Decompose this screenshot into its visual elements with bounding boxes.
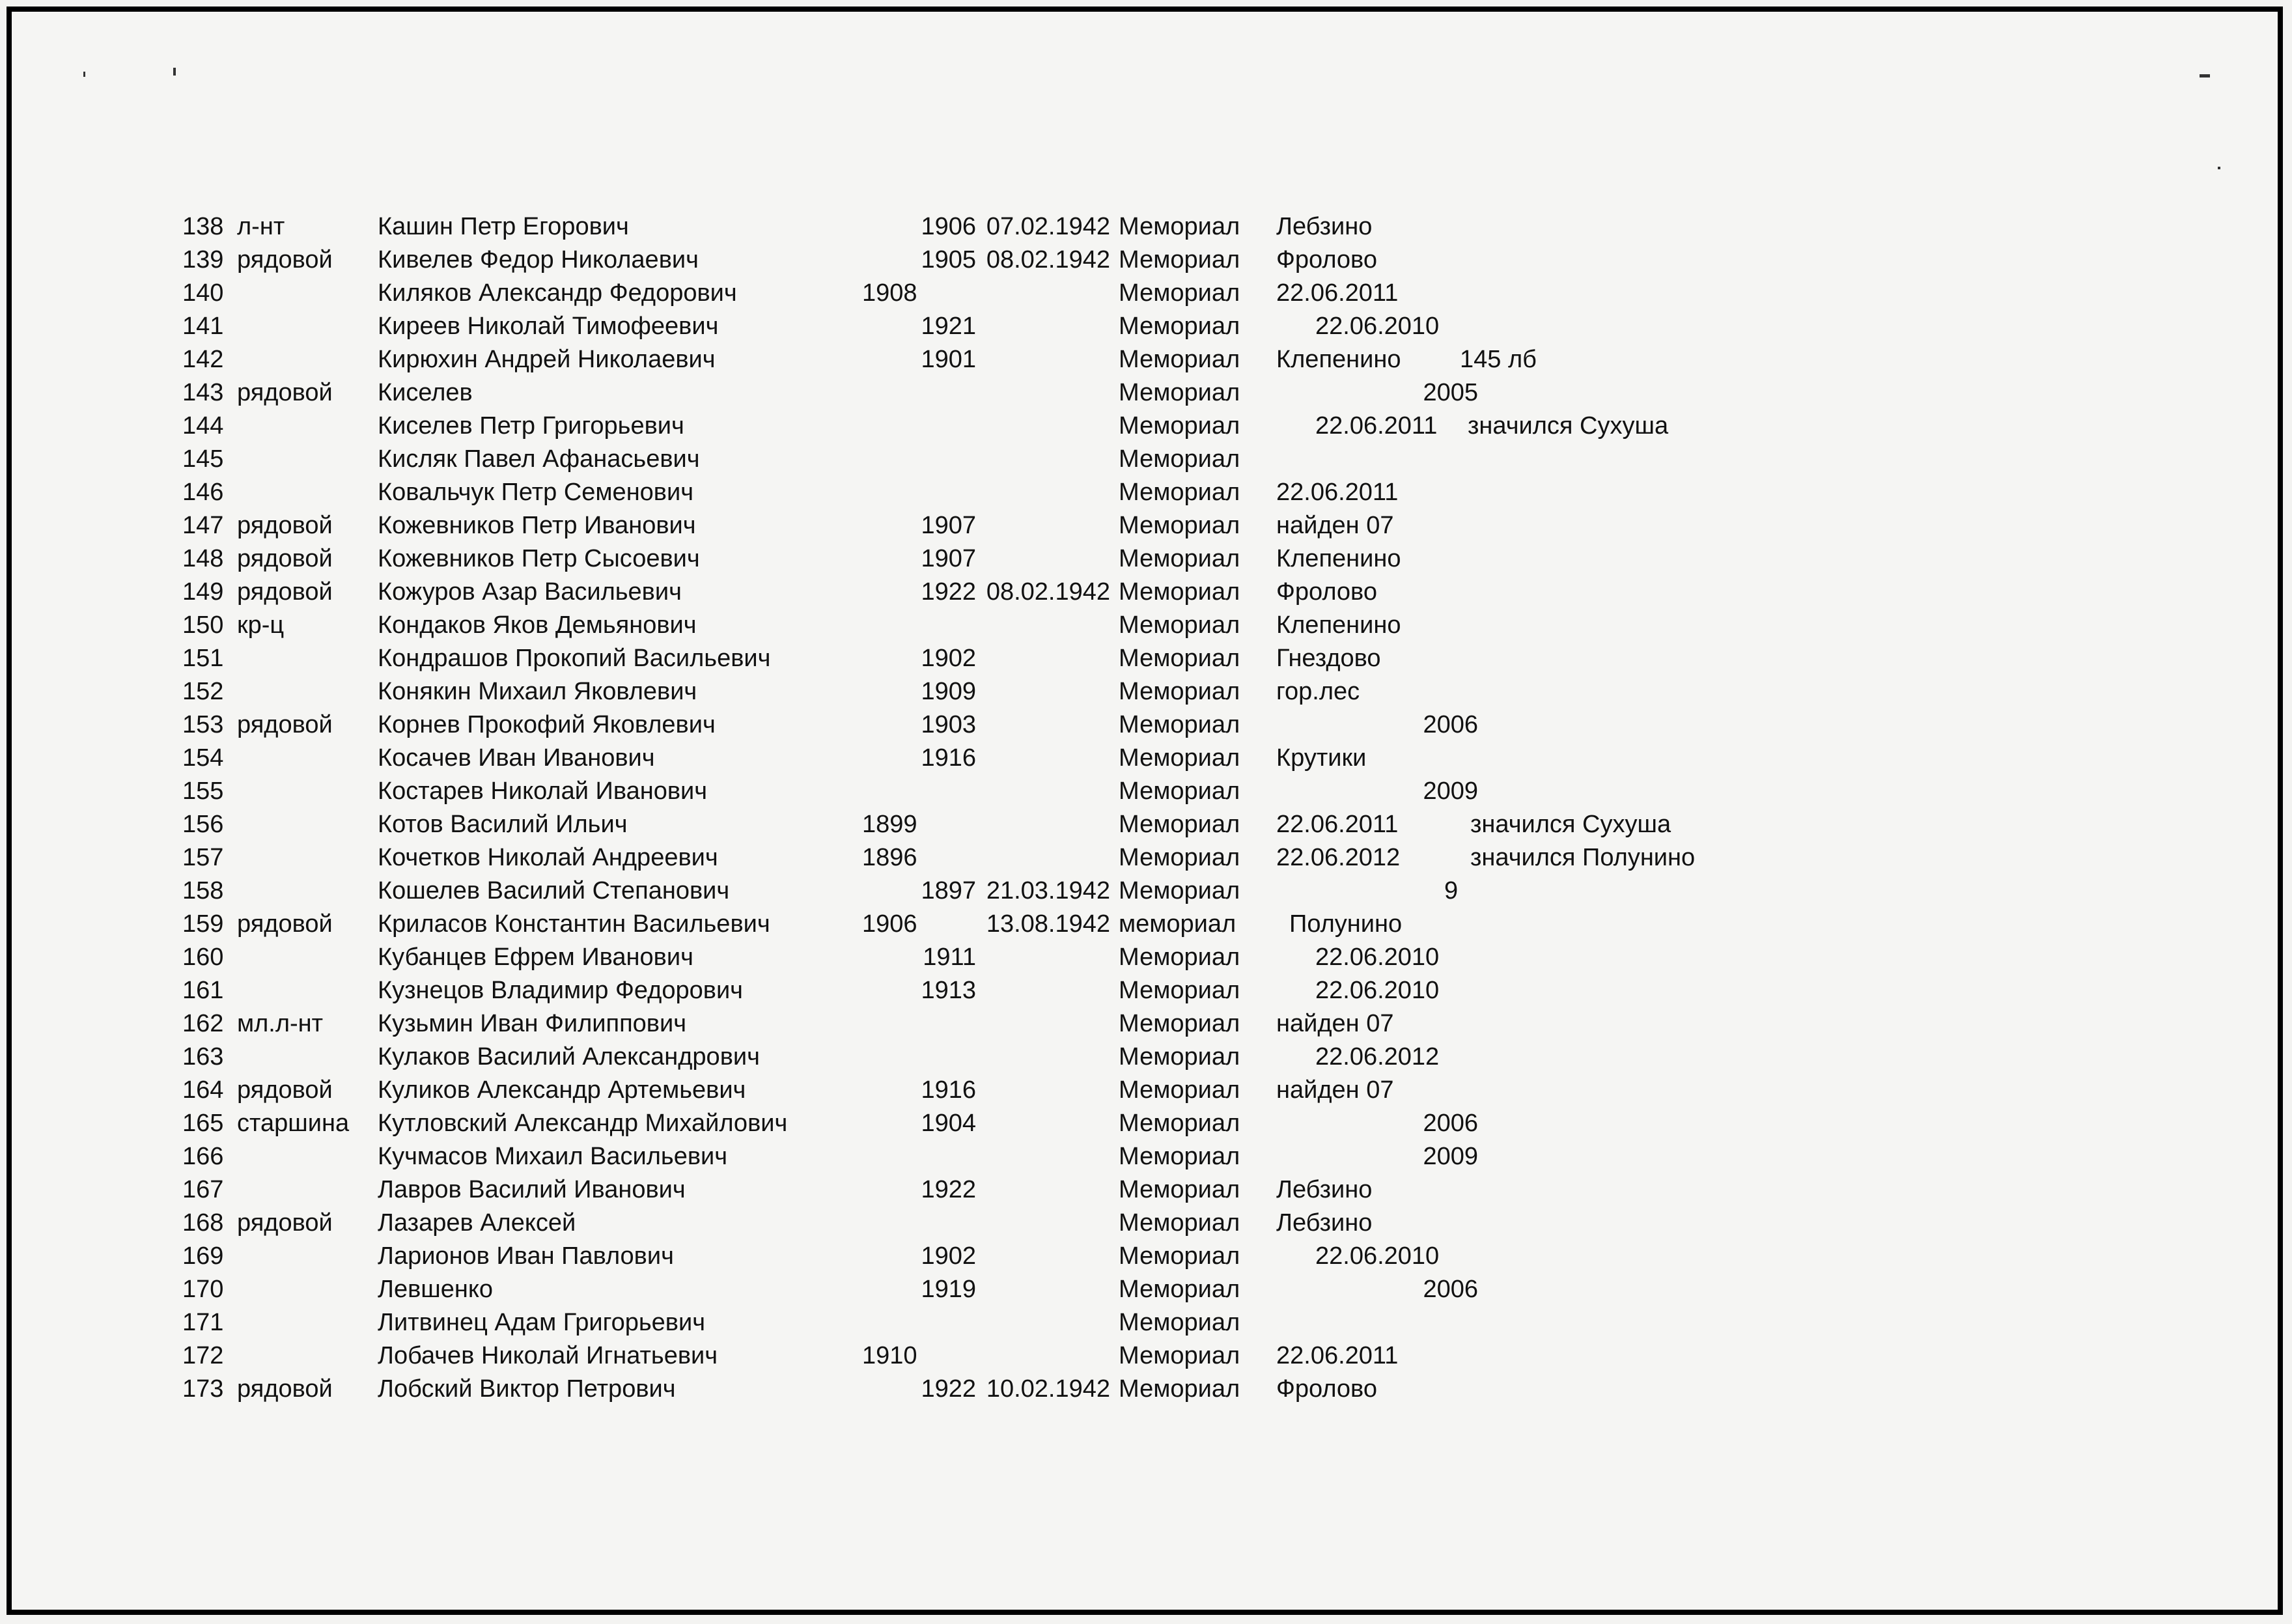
row-number: 171: [182, 1309, 224, 1336]
full-name: Конякин Михаил Яковлевич: [378, 678, 697, 705]
rank: рядовой: [237, 379, 333, 406]
row-number: 161: [182, 977, 224, 1004]
scan-speck: [2200, 74, 2210, 77]
birth-year: 1903: [921, 711, 976, 738]
row-number: 151: [182, 645, 224, 672]
birth-year: 1910: [862, 1342, 917, 1369]
full-name: Лобский Виктор Петрович: [378, 1375, 676, 1403]
burial-place: 2005: [1423, 379, 1478, 406]
death-date: 10.02.1942: [986, 1375, 1110, 1403]
watermark: [1433, 115, 1580, 247]
birth-year: 1907: [921, 512, 976, 539]
full-name: Корнев Прокофий Яковлевич: [378, 711, 716, 738]
row-number: 145: [182, 445, 224, 473]
row-number: 152: [182, 678, 224, 705]
scan-speck: [2218, 167, 2220, 169]
full-name: Киселев: [378, 379, 473, 406]
burial-place: 22.06.2011: [1276, 1342, 1399, 1369]
rank: рядовой: [237, 1076, 333, 1104]
burial-place: 22.06.2012: [1276, 844, 1401, 871]
burial-place: Фролово: [1276, 246, 1377, 273]
rank: рядовой: [237, 1209, 333, 1237]
birth-year: 1919: [921, 1276, 976, 1303]
row-number: 139: [182, 246, 224, 273]
memorial: Мемориал: [1119, 1209, 1240, 1237]
full-name: Лавров Василий Иванович: [378, 1176, 686, 1203]
row-number: 154: [182, 744, 224, 772]
full-name: Кошелев Василий Степанович: [378, 877, 730, 904]
burial-place: найден 07: [1276, 1076, 1394, 1104]
burial-place: 22.06.2011: [1276, 479, 1399, 506]
memorial: Мемориал: [1119, 313, 1240, 340]
watermark: [2084, 180, 2231, 312]
rank: кр-ц: [237, 611, 285, 639]
rank: рядовой: [237, 910, 333, 938]
note: значился Сухуша: [1468, 412, 1669, 440]
birth-year: 1911: [923, 944, 976, 971]
full-name: Киреев Николай Тимофеевич: [378, 313, 719, 340]
rank: рядовой: [237, 246, 333, 273]
full-name: Кузнецов Владимир Федорович: [378, 977, 743, 1004]
memorial: Мемориал: [1119, 1043, 1240, 1071]
full-name: Киляков Александр Федорович: [378, 279, 737, 307]
memorial: Мемориал: [1119, 977, 1240, 1004]
row-number: 144: [182, 412, 224, 440]
burial-place: 2006: [1423, 711, 1478, 738]
full-name: Криласов Константин Васильевич: [378, 910, 770, 938]
death-date: 07.02.1942: [986, 213, 1110, 240]
birth-year: 1916: [921, 744, 976, 772]
full-name: Костарев Николай Иванович: [378, 777, 708, 805]
full-name: Левшенко: [378, 1276, 494, 1303]
full-name: Кожуров Азар Васильевич: [378, 578, 682, 606]
note: 145 лб: [1460, 346, 1537, 373]
row-number: 173: [182, 1375, 224, 1403]
full-name: Ковальчук Петр Семенович: [378, 479, 694, 506]
birth-year: 1906: [862, 910, 917, 938]
full-name: Косачев Иван Иванович: [378, 744, 655, 772]
memorial: Мемориал: [1119, 711, 1240, 738]
row-number: 160: [182, 944, 224, 971]
burial-place: 22.06.2011: [1276, 811, 1399, 838]
watermark: [1433, 1405, 1580, 1536]
watermark: [1628, 929, 1775, 1061]
row-number: 148: [182, 545, 224, 572]
row-number: 159: [182, 910, 224, 938]
burial-place: 22.06.2010: [1315, 977, 1440, 1004]
memorial: Мемориал: [1119, 1375, 1240, 1403]
row-number: 165: [182, 1110, 224, 1137]
memorial: Мемориал: [1119, 1076, 1240, 1104]
full-name: Кулаков Василий Александрович: [378, 1043, 760, 1071]
burial-place: 2006: [1423, 1110, 1478, 1137]
full-name: Кивелев Федор Николаевич: [378, 246, 699, 273]
watermark: [2084, 740, 2231, 872]
full-name: Кузьмин Иван Филиппович: [378, 1010, 687, 1037]
row-number: 143: [182, 379, 224, 406]
memorial: Мемориал: [1119, 877, 1240, 904]
burial-place: 2009: [1423, 1143, 1478, 1170]
row-number: 162: [182, 1010, 224, 1037]
birth-year: 1909: [921, 678, 976, 705]
burial-place: 2006: [1423, 1276, 1478, 1303]
birth-year: 1902: [921, 1242, 976, 1270]
row-number: 142: [182, 346, 224, 373]
full-name: Кашин Петр Егорович: [378, 213, 629, 240]
memorial: Мемориал: [1119, 512, 1240, 539]
memorial: Мемориал: [1119, 279, 1240, 307]
full-name: Кутловский Александр Михайлович: [378, 1110, 788, 1137]
memorial: Мемориал: [1119, 744, 1240, 772]
memorial: Мемориал: [1119, 246, 1240, 273]
burial-place: 22.06.2010: [1315, 944, 1440, 971]
row-number: 168: [182, 1209, 224, 1237]
row-number: 141: [182, 313, 224, 340]
rank: рядовой: [237, 1375, 333, 1403]
watermark: [652, 1444, 798, 1575]
row-number: 172: [182, 1342, 224, 1369]
death-date: 08.02.1942: [986, 578, 1110, 606]
full-name: Куликов Александр Артемьевич: [378, 1076, 746, 1104]
birth-year: 1904: [921, 1110, 976, 1137]
row-number: 166: [182, 1143, 224, 1170]
burial-place: 22.06.2010: [1315, 1242, 1440, 1270]
memorial: Мемориал: [1119, 811, 1240, 838]
full-name: Кубанцев Ефрем Иванович: [378, 944, 693, 971]
burial-place: Гнездово: [1276, 645, 1381, 672]
watermark: [1824, 519, 1970, 651]
memorial: Мемориал: [1119, 379, 1240, 406]
death-date: 08.02.1942: [986, 246, 1110, 273]
row-number: 167: [182, 1176, 224, 1203]
burial-place: Лебзино: [1276, 1209, 1373, 1237]
birth-year: 1922: [921, 1176, 976, 1203]
birth-year: 1913: [921, 977, 976, 1004]
full-name: Кожевников Петр Иванович: [378, 512, 696, 539]
burial-place: 22.06.2011: [1276, 279, 1399, 307]
burial-place: Фролово: [1276, 578, 1377, 606]
burial-place: Фролово: [1276, 1375, 1377, 1403]
burial-place: Клепенино: [1276, 346, 1401, 373]
memorial: Мемориал: [1119, 1309, 1240, 1336]
birth-year: 1916: [921, 1076, 976, 1104]
note: значился Сухуша: [1470, 811, 1671, 838]
death-date: 13.08.1942: [986, 910, 1110, 938]
memorial: Мемориал: [1119, 412, 1240, 440]
full-name: Кисляк Павел Афанасьевич: [378, 445, 700, 473]
birth-year: 1897: [921, 877, 976, 904]
memorial: Мемориал: [1119, 777, 1240, 805]
watermark: [105, 1418, 251, 1549]
row-number: 158: [182, 877, 224, 904]
row-number: 157: [182, 844, 224, 871]
row-number: 163: [182, 1043, 224, 1071]
row-number: 153: [182, 711, 224, 738]
full-name: Ларионов Иван Павлович: [378, 1242, 674, 1270]
memorial: Мемориал: [1119, 545, 1240, 572]
full-name: Кондрашов Прокопий Васильевич: [378, 645, 771, 672]
row-number: 156: [182, 811, 224, 838]
birth-year: 1905: [921, 246, 976, 273]
burial-place: Полунино: [1289, 910, 1403, 938]
birth-year: 1921: [921, 313, 976, 340]
memorial: Мемориал: [1119, 645, 1240, 672]
burial-place: Клепенино: [1276, 545, 1401, 572]
memorial: Мемориал: [1119, 213, 1240, 240]
memorial: Мемориал: [1119, 1342, 1240, 1369]
row-number: 155: [182, 777, 224, 805]
burial-place: Лебзино: [1276, 1176, 1373, 1203]
birth-year: 1922: [921, 1375, 976, 1403]
row-number: 140: [182, 279, 224, 307]
full-name: Лазарев Алексей: [378, 1209, 576, 1237]
birth-year: 1907: [921, 545, 976, 572]
full-name: Кочетков Николай Андреевич: [378, 844, 718, 871]
memorial: Мемориал: [1119, 611, 1240, 639]
watermark: [2019, 1092, 2166, 1224]
memorial: Мемориал: [1119, 1176, 1240, 1203]
row-number: 149: [182, 578, 224, 606]
burial-place: гор.лес: [1276, 678, 1360, 705]
memorial: Мемориал: [1119, 1143, 1240, 1170]
full-name: Кучмасов Михаил Васильевич: [378, 1143, 728, 1170]
memorial: Мемориал: [1119, 844, 1240, 871]
burial-place: 9: [1444, 877, 1459, 904]
memorial: Мемориал: [1119, 1276, 1240, 1303]
rank: рядовой: [237, 545, 333, 572]
burial-place: 22.06.2010: [1315, 313, 1440, 340]
burial-place: Лебзино: [1276, 213, 1373, 240]
watermark: [1121, 83, 1267, 214]
rank: л-нт: [237, 213, 285, 240]
memorial: мемориал: [1119, 910, 1237, 938]
burial-place: 2009: [1423, 777, 1478, 805]
watermark: [1498, 441, 1645, 572]
death-date: 21.03.1942: [986, 877, 1110, 904]
memorial: Мемориал: [1119, 578, 1240, 606]
row-number: 150: [182, 611, 224, 639]
full-name: Кондаков Яков Демьянович: [378, 611, 697, 639]
watermark: [1759, 135, 1905, 266]
row-number: 146: [182, 479, 224, 506]
birth-year: 1896: [862, 844, 917, 871]
memorial: Мемориал: [1119, 346, 1240, 373]
burial-place: найден 07: [1276, 512, 1394, 539]
document-page: [7, 7, 2283, 1615]
full-name: Литвинец Адам Григорьевич: [378, 1309, 705, 1336]
birth-year: 1902: [921, 645, 976, 672]
scan-speck: [83, 72, 85, 77]
birth-year: 1922: [921, 578, 976, 606]
row-number: 147: [182, 512, 224, 539]
scan-speck: [173, 68, 176, 76]
burial-place: 22.06.2011: [1315, 412, 1438, 440]
birth-year: 1899: [862, 811, 917, 838]
row-number: 138: [182, 213, 224, 240]
burial-place: Клепенино: [1276, 611, 1401, 639]
memorial: Мемориал: [1119, 1010, 1240, 1037]
memorial: Мемориал: [1119, 678, 1240, 705]
memorial: Мемориал: [1119, 1242, 1240, 1270]
row-number: 164: [182, 1076, 224, 1104]
rank: рядовой: [237, 578, 333, 606]
rank: рядовой: [237, 711, 333, 738]
row-number: 170: [182, 1276, 224, 1303]
burial-place: найден 07: [1276, 1010, 1394, 1037]
memorial: Мемориал: [1119, 479, 1240, 506]
full-name: Лобачев Николай Игнатьевич: [378, 1342, 718, 1369]
birth-year: 1906: [921, 213, 976, 240]
burial-place: Крутики: [1276, 744, 1367, 772]
full-name: Киселев Петр Григорьевич: [378, 412, 684, 440]
memorial: Мемориал: [1119, 1110, 1240, 1137]
birth-year: 1901: [921, 346, 976, 373]
rank: старшина: [237, 1110, 350, 1137]
burial-place: 22.06.2012: [1315, 1043, 1440, 1071]
full-name: Кожевников Петр Сысоевич: [378, 545, 700, 572]
rank: рядовой: [237, 512, 333, 539]
memorial: Мемориал: [1119, 445, 1240, 473]
watermark: [1954, 1418, 2101, 1549]
row-number: 169: [182, 1242, 224, 1270]
memorial: Мемориал: [1119, 944, 1240, 971]
note: значился Полунино: [1470, 844, 1696, 871]
full-name: Кирюхин Андрей Николаевич: [378, 346, 716, 373]
full-name: Котов Василий Ильич: [378, 811, 628, 838]
birth-year: 1908: [862, 279, 917, 307]
rank: мл.л-нт: [237, 1010, 324, 1037]
